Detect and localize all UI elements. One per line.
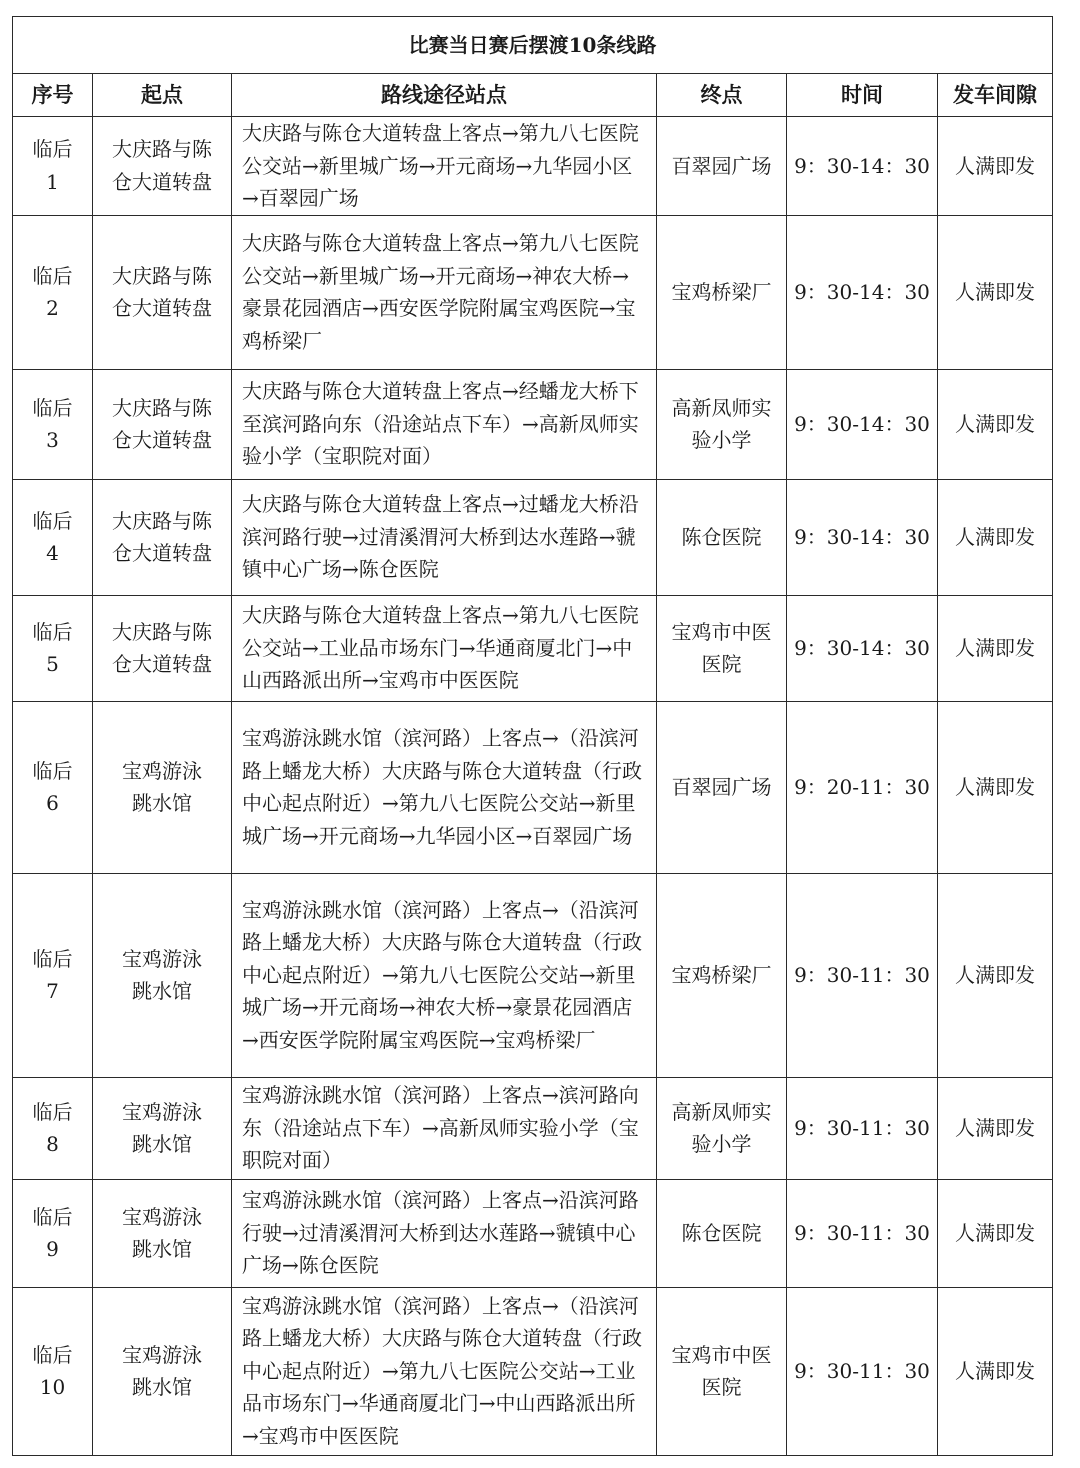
end-cell: 宝鸡市中医医院: [657, 595, 787, 701]
seq-number: 4: [46, 541, 59, 565]
route-cell: 宝鸡游泳跳水馆（滨河路）上客点→（沿滨河路上蟠龙大桥）大庆路与陈仓大道转盘（行政中心起点附近）→第九八七医院公交站→新里城广场→开元商场→九华园小区→百翠园广场: [232, 701, 657, 873]
route-cell: 宝鸡游泳跳水馆（滨河路）上客点→沿滨河路行驶→过清溪渭河大桥到达水莲路→虢镇中心广场→陈仓医院: [232, 1179, 657, 1287]
table-row: [13, 479, 1053, 595]
route-cell: 大庆路与陈仓大道转盘上客点→第九八七医院公交站→新里城广场→开元商场→神农大桥→豪景花园酒店→西安医学院附属宝鸡医院→宝鸡桥梁厂: [232, 215, 657, 369]
end-cell: 百翠园广场: [657, 117, 787, 216]
start-line-1: 宝鸡游泳: [122, 1099, 202, 1124]
end-cell: 高新凤师实验小学: [657, 369, 787, 479]
start-line-2: 仓大道转盘: [112, 296, 212, 320]
start-cell: [93, 1287, 232, 1455]
time-cell: 9：30-11：30: [787, 873, 938, 1077]
time-cell: 9：30-11：30: [787, 1077, 938, 1179]
route-cell: 大庆路与陈仓大道转盘上客点→第九八七医院公交站→工业品市场东门→华通商厦北门→中山西路派出所→宝鸡市中医医院: [232, 595, 657, 701]
seq-label: 临后: [32, 1099, 73, 1124]
interval-cell: 人满即发: [938, 1077, 1053, 1179]
interval-cell: 人满即发: [938, 479, 1053, 595]
start-line-1: 宝鸡游泳: [122, 1204, 202, 1229]
time-cell: 9：30-14：30: [787, 117, 938, 216]
end-cell: 百翠园广场: [657, 701, 787, 873]
start-line-2: 仓大道转盘: [112, 169, 212, 194]
time-cell: 9：30-11：30: [787, 1179, 938, 1287]
table-row: [13, 873, 1053, 1077]
interval-cell: 人满即发: [938, 117, 1053, 216]
start-cell: [93, 1179, 232, 1287]
start-line-2: 跳水馆: [132, 979, 192, 1003]
seq-label: 临后: [32, 1204, 73, 1229]
seq-number: 8: [46, 1132, 59, 1156]
start-cell: [93, 701, 232, 873]
start-line-2: 跳水馆: [132, 1132, 192, 1156]
start-cell: [93, 873, 232, 1077]
table-row: [13, 595, 1053, 701]
route-cell: 大庆路与陈仓大道转盘上客点→经蟠龙大桥下至滨河路向东（沿途站点下车）→高新凤师实验小学（宝职院对面）: [232, 369, 657, 479]
table-row: [13, 1287, 1053, 1455]
seq-label: 临后: [32, 508, 73, 533]
start-line-1: 大庆路与陈: [112, 395, 212, 420]
start-line-2: 仓大道转盘: [112, 428, 212, 452]
seq-label: 临后: [32, 137, 73, 162]
end-cell: 陈仓医院: [657, 1179, 787, 1287]
interval-cell: 人满即发: [938, 1179, 1053, 1287]
start-cell: [93, 369, 232, 479]
end-cell: 高新凤师实验小学: [657, 1077, 787, 1179]
seq-cell: [13, 117, 93, 216]
start-cell: [93, 595, 232, 701]
table-body: [13, 117, 1053, 1456]
seq-label: 临后: [32, 758, 73, 783]
seq-number: 2: [46, 296, 59, 320]
start-line-2: 跳水馆: [132, 1237, 192, 1261]
seq-cell: [13, 873, 93, 1077]
seq-label: 临后: [32, 946, 73, 971]
start-line-2: 跳水馆: [132, 791, 192, 815]
seq-label: 临后: [32, 395, 73, 420]
interval-cell: 人满即发: [938, 595, 1053, 701]
header-route: 路线途径站点: [232, 74, 657, 117]
seq-number: 5: [46, 652, 59, 676]
interval-cell: 人满即发: [938, 701, 1053, 873]
header-row: [13, 74, 1053, 117]
seq-number: 6: [46, 791, 59, 815]
end-cell: 陈仓医院: [657, 479, 787, 595]
time-cell: 9：30-14：30: [787, 479, 938, 595]
route-cell: 大庆路与陈仓大道转盘上客点→过蟠龙大桥沿滨河路行驶→过清溪渭河大桥到达水莲路→虢镇中心广场→陈仓医院: [232, 479, 657, 595]
interval-cell: 人满即发: [938, 215, 1053, 369]
end-cell: 宝鸡桥梁厂: [657, 215, 787, 369]
seq-number: 3: [46, 428, 59, 452]
header-interval: 发车间隙: [938, 74, 1053, 117]
route-cell: 宝鸡游泳跳水馆（滨河路）上客点→滨河路向东（沿途站点下车）→高新凤师实验小学（宝职院对面）: [232, 1077, 657, 1179]
table-row: [13, 215, 1053, 369]
seq-cell: [13, 369, 93, 479]
table-row: [13, 1077, 1053, 1179]
ferry-routes-table: [12, 16, 1053, 1456]
seq-number: 9: [46, 1237, 59, 1261]
start-line-1: 大庆路与陈: [112, 263, 212, 288]
table-row: [13, 117, 1053, 216]
table-title: 比赛当日赛后摆渡10条线路: [13, 17, 1053, 74]
seq-number: 10: [39, 1375, 66, 1399]
interval-cell: 人满即发: [938, 1287, 1053, 1455]
header-start: 起点: [93, 74, 232, 117]
end-cell: 宝鸡桥梁厂: [657, 873, 787, 1077]
start-line-1: 大庆路与陈: [112, 619, 212, 644]
seq-cell: [13, 595, 93, 701]
start-line-1: 宝鸡游泳: [122, 1342, 202, 1367]
route-cell: 大庆路与陈仓大道转盘上客点→第九八七医院公交站→新里城广场→开元商场→九华园小区→百翠园广场: [232, 117, 657, 216]
header-time: 时间: [787, 74, 938, 117]
seq-cell: [13, 1077, 93, 1179]
start-line-1: 大庆路与陈: [112, 137, 212, 162]
seq-number: 1: [46, 169, 59, 194]
start-line-2: 跳水馆: [132, 1375, 192, 1399]
route-cell: 宝鸡游泳跳水馆（滨河路）上客点→（沿滨河路上蟠龙大桥）大庆路与陈仓大道转盘（行政中心起点附近）→第九八七医院公交站→工业品市场东门→华通商厦北门→中山西路派出所→宝鸡市中医医院: [232, 1287, 657, 1455]
start-line-2: 仓大道转盘: [112, 541, 212, 565]
interval-cell: 人满即发: [938, 369, 1053, 479]
time-cell: 9：30-14：30: [787, 215, 938, 369]
start-line-1: 宝鸡游泳: [122, 758, 202, 783]
table-row: [13, 1179, 1053, 1287]
seq-cell: [13, 1287, 93, 1455]
time-cell: 9：30-14：30: [787, 369, 938, 479]
seq-cell: [13, 701, 93, 873]
start-line-1: 大庆路与陈: [112, 508, 212, 533]
seq-label: 临后: [32, 619, 73, 644]
start-line-2: 仓大道转盘: [112, 652, 212, 676]
start-cell: [93, 1077, 232, 1179]
seq-cell: [13, 1179, 93, 1287]
route-cell: 宝鸡游泳跳水馆（滨河路）上客点→（沿滨河路上蟠龙大桥）大庆路与陈仓大道转盘（行政中心起点附近）→第九八七医院公交站→新里城广场→开元商场→神农大桥→豪景花园酒店→西安医学院附属宝鸡医院→宝鸡桥梁厂: [232, 873, 657, 1077]
seq-label: 临后: [32, 1342, 73, 1367]
time-cell: 9：30-11：30: [787, 1287, 938, 1455]
table-row: [13, 369, 1053, 479]
start-cell: [93, 215, 232, 369]
start-cell: [93, 117, 232, 216]
seq-cell: [13, 215, 93, 369]
header-seq: 序号: [13, 74, 93, 117]
header-end: 终点: [657, 74, 787, 117]
end-cell: 宝鸡市中医医院: [657, 1287, 787, 1455]
start-line-1: 宝鸡游泳: [122, 946, 202, 971]
seq-number: 7: [46, 979, 59, 1003]
seq-label: 临后: [32, 263, 73, 288]
table-row: [13, 701, 1053, 873]
seq-cell: [13, 479, 93, 595]
time-cell: 9：30-14：30: [787, 595, 938, 701]
start-cell: [93, 479, 232, 595]
interval-cell: 人满即发: [938, 873, 1053, 1077]
time-cell: 9：20-11：30: [787, 701, 938, 873]
